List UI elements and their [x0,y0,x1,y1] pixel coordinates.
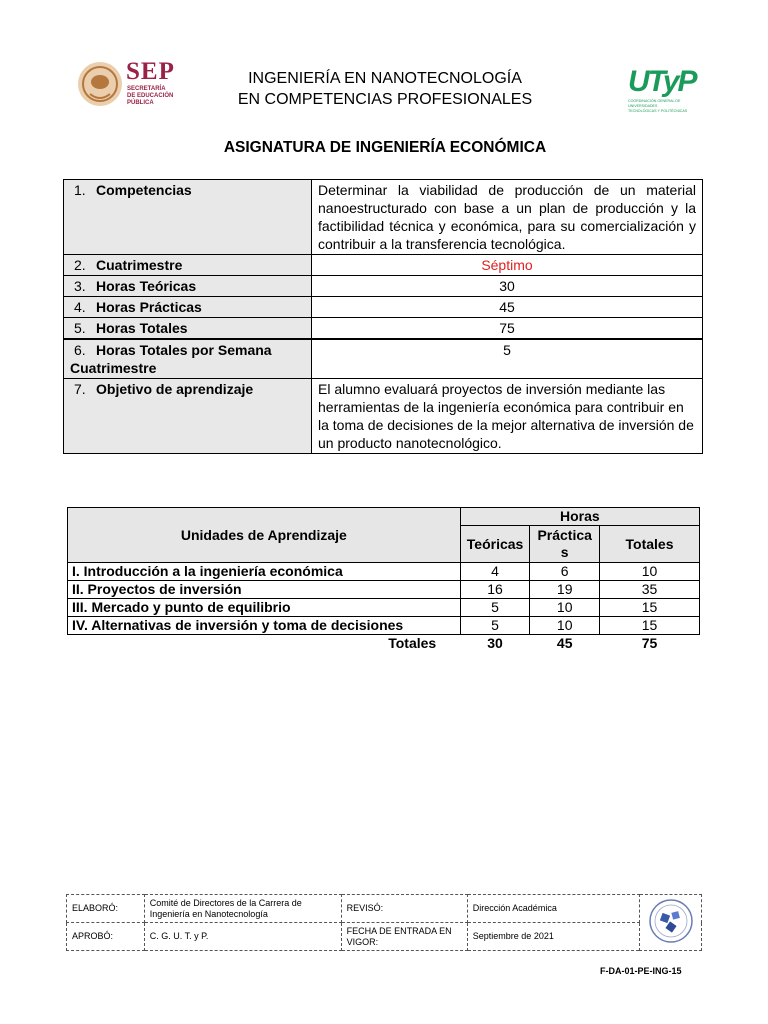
utp-logo-text: UTyP [628,65,696,98]
subject-info-table [63,179,703,454]
table-row: 6. Horas Totales por Semana Cuatrimestre 5 [64,339,703,379]
table-row: 1. Competencias Determinar la viabilidad de producción de un material nanoestructurado con base a un plan de producción y la factibilidad técnica y económica, para su comercialización y contribuir a la transferencia tecnológica. [64,180,703,255]
competencias-value: Determinar la viabilidad de producción de un material nanoestructurado con base a un plan de producción y la factibilidad técnica y económica, para su comercialización y contribuir a la transferencia tecnológica. [312,180,703,255]
col-theory: Teóricas [460,526,530,563]
table-row: I. Introducción a la ingeniería económica 4 6 10 [68,563,700,581]
header-units: Unidades de Aprendizaje [68,508,461,563]
mexican-seal-icon [78,62,122,106]
objetivo-value: El alumno evaluará proyectos de inversión mediante las herramientas de la ingeniería económica para contribuir en la toma de decisiones de la mejor alternativa de inversión de un producto nanotecnológico. [312,379,703,454]
approval-table: ELABORÓ: Comité de Directores de la Carrera de Ingeniería en Nanotecnología REVISÓ: Dirección Académica APROBÓ: C. G. U. T. y P. FECHA DE ENTRADA EN VIGOR: Septiembre de 2021 [66,894,702,951]
table-row: 3. Horas Teóricas 30 [64,276,703,297]
table-row: 7. Objetivo de aprendizaje El alumno evaluará proyectos de inversión mediante las herramientas de la ingeniería económica para contribuir en la toma de decisiones de la mejor alternativa de inversión de un producto nanotecnológico. [64,379,703,454]
document-code: F-DA-01-PE-ING-15 [600,966,682,976]
utp-logo: UTyP COORDINACIÓN GENERAL DE UNIVERSIDADES TECNOLÓGICAS Y POLITÉCNICAS [628,66,702,114]
table-row: III. Mercado y punto de equilibrio 5 10 15 [68,599,700,617]
cuatrimestre-value: Séptimo [312,255,703,276]
header-hours: Horas [460,508,699,526]
table-row: IV. Alternativas de inversión y toma de decisiones 5 10 15 [68,617,700,635]
sep-logo: SEP SECRETARÍA DE EDUCACIÓN PÚBLICA [76,58,186,110]
table-row: 4. Horas Prácticas 45 [64,297,703,318]
subject-title: ASIGNATURA DE INGENIERÍA ECONÓMICA [223,139,547,156]
certification-seal-icon [647,898,695,944]
table-row: II. Proyectos de inversión 16 19 35 [68,581,700,599]
units-table [67,507,700,652]
program-title: INGENIERÍA EN NANOTECNOLOGÍA EN COMPETENCIAS PROFESIONALES [237,70,533,108]
table-row: 5. Horas Totales 75 [64,318,703,340]
col-total: Totales [600,526,700,563]
col-practice: Práctica s [530,526,600,563]
sep-logo-text: SEP [126,58,175,85]
totals-row: Totales 30 45 75 [388,635,658,651]
quality-seal [640,895,702,951]
table-row: 2. Cuatrimestre Séptimo [64,255,703,276]
